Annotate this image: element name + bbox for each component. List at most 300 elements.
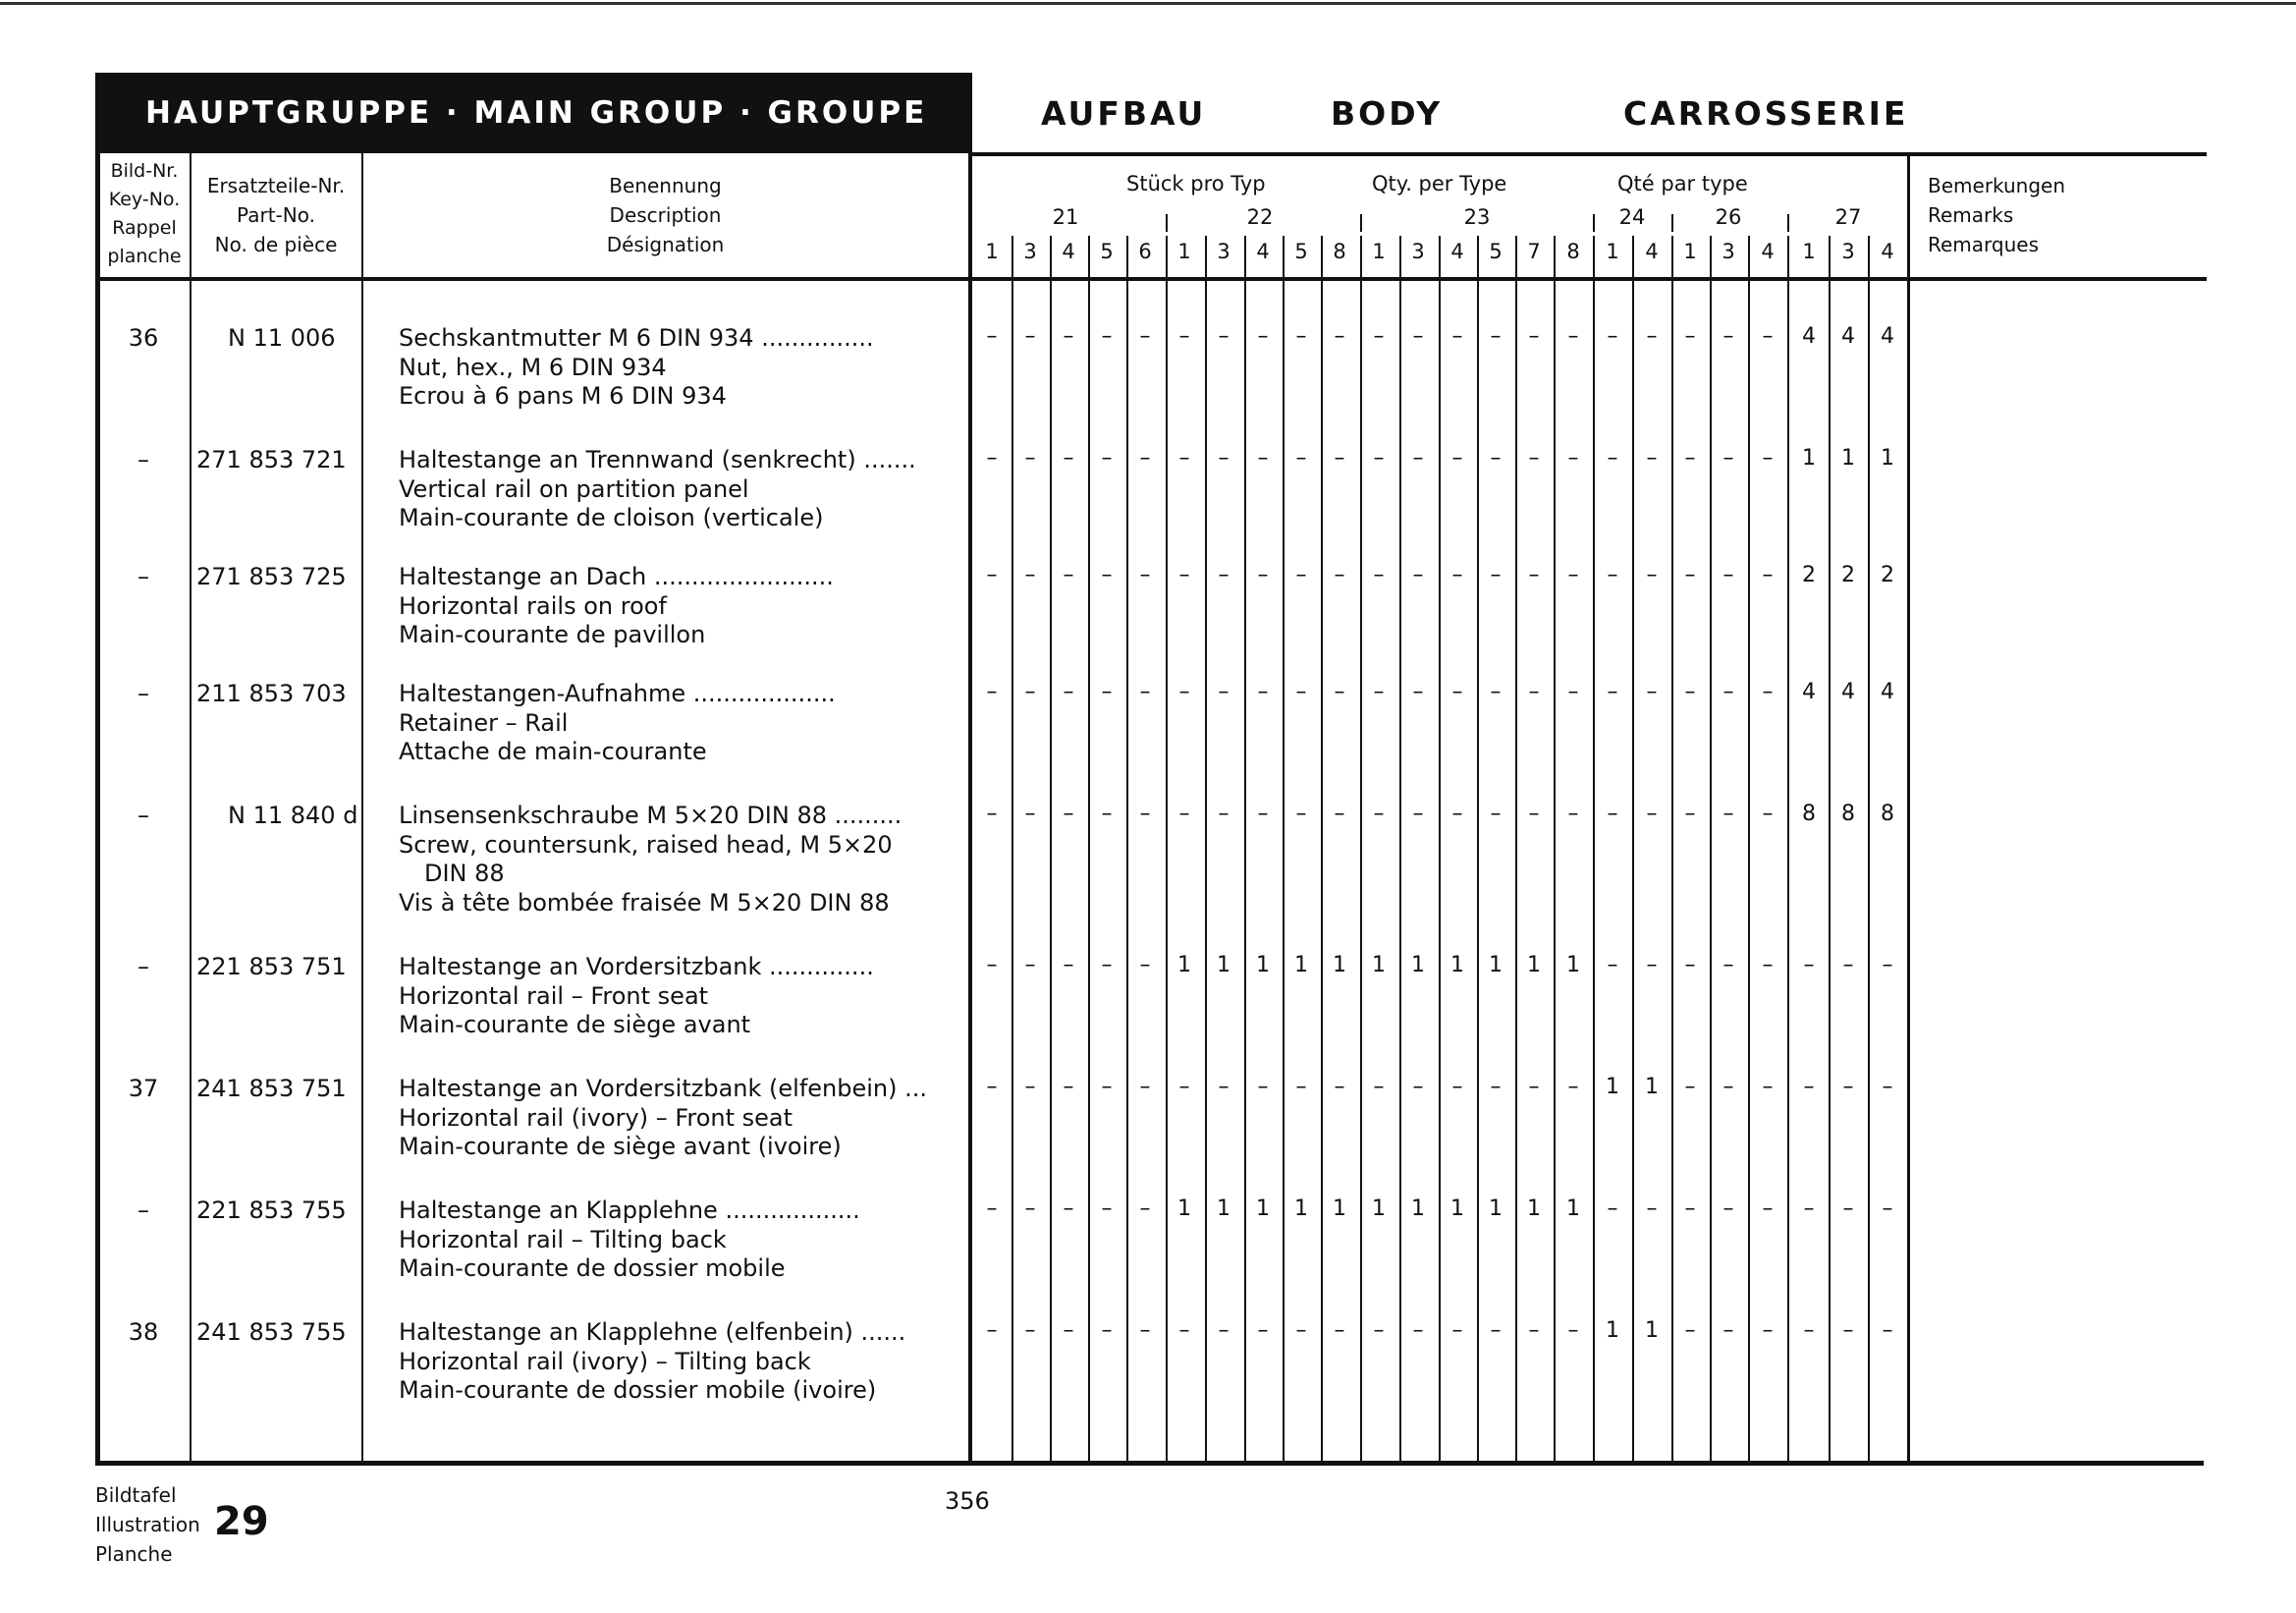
sub-type-label: 3 [1023, 240, 1037, 263]
quantity-cell: – [1024, 563, 1036, 587]
quantity-cell: – [1295, 1075, 1307, 1099]
description-line: DIN 88 [424, 860, 505, 887]
quantity-cell: – [1803, 1318, 1815, 1343]
quantity-cell: 4 [1802, 324, 1816, 349]
quantity-cell: 2 [1841, 563, 1855, 587]
sub-type-header-divider [1205, 236, 1207, 279]
description-line: Haltestange an Dach ........................ [399, 563, 834, 590]
quantity-cell: – [1218, 680, 1230, 704]
description-line: Horizontal rail (ivory) – Front seat [399, 1103, 793, 1132]
sub-type-header-divider [1088, 236, 1090, 279]
description-line: Main-courante de siège avant [399, 1011, 751, 1038]
quantity-cell: – [1373, 563, 1385, 587]
quantity-cell: – [1646, 563, 1658, 587]
type-group-tick [1787, 214, 1789, 232]
key-number: – [137, 563, 149, 590]
quantity-cell: – [986, 1318, 998, 1343]
description-line: Haltestange an Trennwand (senkrecht) ....... [399, 446, 916, 473]
quantity-cell: – [1257, 563, 1269, 587]
sub-type-header-divider [1166, 236, 1168, 279]
quantity-cell: – [1490, 1318, 1502, 1343]
sub-type-label: 7 [1527, 240, 1541, 263]
type-group-label: 26 [1715, 205, 1742, 229]
quantity-cell: 8 [1881, 802, 1894, 826]
quantity-cell: – [1024, 680, 1036, 704]
quantity-cell: – [1451, 563, 1463, 587]
type-group-tick [1166, 214, 1168, 232]
quantity-cell: – [1684, 1318, 1696, 1343]
description-line: Vis à tête bombée fraisée M 5×20 DIN 88 [399, 888, 890, 917]
quantity-cell: – [1295, 446, 1307, 471]
quantity-cell: – [1024, 1196, 1036, 1221]
quantity-cell: – [986, 563, 998, 587]
quantity-cell: – [1373, 446, 1385, 471]
quantity-cell: – [1373, 1075, 1385, 1099]
quantity-cell: – [1567, 802, 1579, 826]
sub-type-header-divider [1244, 236, 1246, 279]
description-line: Main-courante de pavillon [399, 621, 706, 648]
quantity-cell: – [1139, 1318, 1151, 1343]
quantity-cell: – [1528, 1075, 1540, 1099]
col-header-description: Benennung Description Désignation [606, 174, 725, 256]
quantity-cell: – [1567, 680, 1579, 704]
quantity-cell: – [1451, 324, 1463, 349]
quantity-cell: – [1762, 563, 1774, 587]
sub-type-label: 1 [1177, 240, 1191, 263]
sub-type-header-divider [1593, 236, 1595, 279]
sub-type-header-divider [1710, 236, 1712, 279]
quantity-cell: – [1101, 680, 1113, 704]
part-number: 271 853 721 [196, 446, 347, 473]
sub-type-label: 3 [1411, 240, 1425, 263]
quantity-cell: – [1451, 1075, 1463, 1099]
quantity-cell: – [1684, 1196, 1696, 1221]
quantity-cell: – [1257, 1075, 1269, 1099]
quantity-cell: – [1412, 446, 1424, 471]
sub-type-label: 4 [1761, 240, 1775, 263]
key-number: 36 [128, 324, 159, 352]
description-line: Ecrou à 6 pans M 6 DIN 934 [399, 382, 727, 410]
quantity-cell: – [1063, 324, 1074, 349]
quantity-cell: – [1218, 1318, 1230, 1343]
sub-type-label: 5 [1489, 240, 1503, 263]
quantity-cell: – [1024, 1075, 1036, 1099]
quantity-cell: – [986, 324, 998, 349]
quantity-cell: 1 [1450, 1196, 1464, 1221]
illustration-plate-number: 29 [214, 1499, 269, 1544]
quantity-cell: – [1024, 802, 1036, 826]
key-number: – [137, 680, 149, 707]
sub-type-header-divider [1011, 236, 1013, 279]
quantity-cell: – [1762, 680, 1774, 704]
quantity-cell: – [1334, 446, 1345, 471]
quantity-cell: – [1646, 446, 1658, 471]
quantity-cell: – [1373, 1318, 1385, 1343]
quantity-cell: 1 [1645, 1075, 1659, 1099]
table-left-border [95, 73, 100, 1466]
quantity-cell: – [1101, 324, 1113, 349]
quantity-cell: – [1412, 324, 1424, 349]
quantity-cell: 1 [1411, 1196, 1425, 1221]
description-line: Attache de main-courante [399, 738, 707, 765]
quantity-cell: – [1451, 802, 1463, 826]
quantity-cell: – [1607, 446, 1618, 471]
quantity-cell: – [1178, 563, 1190, 587]
col-header-remarks: Bemerkungen Remarks Remarques [1928, 174, 2066, 256]
part-number: 271 853 725 [196, 563, 347, 590]
quantity-cell: – [1762, 446, 1774, 471]
quantity-cell: – [1528, 563, 1540, 587]
quantity-cell: – [1684, 446, 1696, 471]
description-line: Main-courante de dossier mobile (ivoire) [399, 1376, 877, 1404]
col-header-key: Bild-Nr. Key-No. Rappel planche [107, 160, 182, 267]
footer-label-en: Illustration [95, 1513, 200, 1536]
sub-type-label: 5 [1294, 240, 1308, 263]
quantity-cell: – [1295, 563, 1307, 587]
quantity-cell: – [1139, 1196, 1151, 1221]
type-group-tick [1593, 214, 1595, 232]
quantity-cell: – [1373, 802, 1385, 826]
quantity-cell: – [1567, 1318, 1579, 1343]
quantity-cell: – [1295, 680, 1307, 704]
quantity-cell: – [1451, 680, 1463, 704]
sub-type-header-divider [1554, 236, 1556, 279]
part-number: N 11 840 d [228, 802, 358, 829]
sub-type-label: 1 [1802, 240, 1816, 263]
quantity-cell: – [1412, 563, 1424, 587]
description-line: Haltestange an Klapplehne (elfenbein) ...... [399, 1318, 906, 1346]
quantity-cell: 1 [1489, 1196, 1503, 1221]
quantity-cell: 1 [1294, 1196, 1308, 1221]
part-number: 241 853 755 [196, 1318, 347, 1346]
quantity-cell: – [1412, 802, 1424, 826]
quantity-cell: – [1762, 953, 1774, 977]
quantity-cell: – [1882, 1318, 1893, 1343]
quantity-cell: – [1722, 953, 1734, 977]
quantity-cell: – [1101, 802, 1113, 826]
quantity-cell: – [1607, 680, 1618, 704]
quantity-cell: – [1528, 446, 1540, 471]
quantity-cell: – [1257, 1318, 1269, 1343]
main-group-number: 8 [990, 91, 1016, 135]
quantity-cell: – [1722, 446, 1734, 471]
quantity-cell: – [1803, 1196, 1815, 1221]
sub-type-label: 4 [1881, 240, 1894, 263]
col-header-part: Ersatzteile-Nr. Part-No. No. de pièce [206, 174, 346, 256]
quantity-cell: 1 [1566, 1196, 1580, 1221]
quantity-cell: 1 [1841, 446, 1855, 471]
quantity-cell: 1 [1372, 953, 1386, 977]
footer-label-fr: Planche [95, 1542, 173, 1566]
quantity-cell: – [1490, 324, 1502, 349]
sub-type-label: 5 [1100, 240, 1114, 263]
col-divider-desc [968, 73, 972, 1464]
sub-type-header-divider [1671, 236, 1673, 279]
quantity-cell: 1 [1294, 953, 1308, 977]
quantity-cell: – [1762, 1318, 1774, 1343]
quantity-cell: – [1490, 680, 1502, 704]
header-underline-rule [972, 152, 2207, 156]
sub-type-label: 3 [1217, 240, 1230, 263]
type-group-tick [1671, 214, 1673, 232]
quantity-cell: 8 [1841, 802, 1855, 826]
quantity-cell: – [986, 953, 998, 977]
quantity-cell: – [1063, 953, 1074, 977]
quantity-cell: 1 [1527, 1196, 1541, 1221]
part-description [399, 1075, 927, 1162]
quantity-cell: – [1684, 563, 1696, 587]
quantity-cell: 1 [1606, 1075, 1619, 1099]
sub-type-header-divider [1399, 236, 1401, 279]
quantity-cell: – [1063, 1075, 1074, 1099]
quantity-cell: – [1063, 680, 1074, 704]
description-line: Haltestange an Klapplehne .................. [399, 1196, 860, 1224]
description-line: Main-courante de dossier mobile [399, 1254, 786, 1282]
quantity-cell: 1 [1566, 953, 1580, 977]
quantity-cell: 2 [1802, 563, 1816, 587]
description-line: Sechskantmutter M 6 DIN 934 ............... [399, 324, 874, 352]
quantity-cell: – [1178, 802, 1190, 826]
quantity-cell: – [1842, 1318, 1854, 1343]
top-scan-rule [0, 2, 2296, 5]
quantity-cell: – [1722, 1196, 1734, 1221]
key-number: 37 [128, 1075, 159, 1102]
sub-type-label: 1 [1372, 240, 1386, 263]
quantity-cell: – [1882, 1196, 1893, 1221]
part-description [399, 680, 836, 767]
description-line: Nut, hex., M 6 DIN 934 [399, 353, 667, 381]
part-description [399, 563, 834, 650]
quantity-cell: – [1451, 1318, 1463, 1343]
quantity-cell: – [1684, 1075, 1696, 1099]
sub-type-header-divider [1126, 236, 1128, 279]
part-description [399, 1196, 860, 1284]
section-title-fr: CARROSSERIE [1623, 94, 1909, 133]
sub-type-header-divider [1748, 236, 1750, 279]
description-line: Horizontal rail – Tilting back [399, 1225, 727, 1253]
quantity-cell: – [1842, 1196, 1854, 1221]
quantity-cell: – [1684, 953, 1696, 977]
quantity-cell: – [1684, 680, 1696, 704]
quantity-cell: – [1139, 1075, 1151, 1099]
part-number: 211 853 703 [196, 680, 347, 707]
quantity-cell: 2 [1881, 563, 1894, 587]
quantity-cell: – [1139, 563, 1151, 587]
sub-type-header-divider [1360, 236, 1362, 279]
quantity-cell: – [1178, 324, 1190, 349]
quantity-cell: – [1762, 802, 1774, 826]
description-line: Horizontal rails on roof [399, 591, 667, 620]
quantity-cell: – [1528, 802, 1540, 826]
type-group-label: 23 [1463, 205, 1491, 229]
quantity-cell: – [1412, 1318, 1424, 1343]
column-header-bottom-rule [95, 277, 2207, 281]
quantity-cell: – [1139, 446, 1151, 471]
quantity-cell: 4 [1881, 324, 1894, 349]
quantity-cell: – [1646, 324, 1658, 349]
quantity-cell: 1 [1333, 953, 1346, 977]
quantity-cell: – [1607, 953, 1618, 977]
quantity-cell: – [1607, 802, 1618, 826]
quantity-cell: – [1490, 1075, 1502, 1099]
qty-column-line [1787, 281, 1789, 1462]
quantity-cell: – [1063, 1318, 1074, 1343]
quantity-cell: – [1139, 680, 1151, 704]
col-header-qty-de: Stück pro Typ [1126, 172, 1266, 195]
quantity-cell: – [1646, 953, 1658, 977]
sub-type-label: 1 [985, 240, 999, 263]
quantity-cell: – [1842, 1075, 1854, 1099]
quantity-cell: – [1063, 1196, 1074, 1221]
quantity-cell: – [1684, 802, 1696, 826]
quantity-cell: – [1722, 1075, 1734, 1099]
description-line: Horizontal rail (ivory) – Tilting back [399, 1347, 811, 1375]
quantity-cell: – [1295, 324, 1307, 349]
quantity-cell: – [1607, 563, 1618, 587]
main-group-banner [95, 73, 1016, 153]
quantity-cell: – [1295, 1318, 1307, 1343]
quantity-cell: – [1218, 446, 1230, 471]
quantity-cell: – [1101, 1318, 1113, 1343]
quantity-cell: – [1334, 802, 1345, 826]
key-number: – [137, 1196, 149, 1224]
quantity-cell: – [1722, 802, 1734, 826]
sub-type-label: 3 [1841, 240, 1855, 263]
quantity-cell: 1 [1645, 1318, 1659, 1343]
col-header-qty-en: Qty. per Type [1372, 172, 1507, 195]
quantity-cell: 1 [1802, 446, 1816, 471]
quantity-cell: – [1257, 324, 1269, 349]
sub-type-label: 4 [1450, 240, 1464, 263]
quantity-cell: – [1024, 1318, 1036, 1343]
type-group-label: 27 [1834, 205, 1862, 229]
page-number: 356 [945, 1487, 990, 1515]
description-line: Main-courante de siège avant (ivoire) [399, 1133, 842, 1160]
quantity-cell: – [1139, 802, 1151, 826]
sub-type-label: 8 [1333, 240, 1346, 263]
quantity-cell: 1 [1606, 1318, 1619, 1343]
sub-type-label: 6 [1138, 240, 1152, 263]
sub-type-header-divider [1868, 236, 1870, 279]
quantity-cell: – [1063, 802, 1074, 826]
quantity-cell: – [1490, 563, 1502, 587]
quantity-cell: 1 [1489, 953, 1503, 977]
quantity-cell: – [1412, 680, 1424, 704]
sub-type-label: 4 [1645, 240, 1659, 263]
quantity-cell: – [1803, 1075, 1815, 1099]
quantity-cell: 1 [1256, 953, 1270, 977]
quantity-cell: – [986, 680, 998, 704]
quantity-cell: – [1178, 680, 1190, 704]
quantity-cell: 1 [1450, 953, 1464, 977]
quantity-cell: 8 [1802, 802, 1816, 826]
quantity-cell: – [1490, 802, 1502, 826]
quantity-cell: – [1803, 953, 1815, 977]
quantity-cell: – [1334, 680, 1345, 704]
part-description [399, 446, 916, 533]
description-line: Horizontal rail – Front seat [399, 981, 709, 1010]
quantity-cell: – [1139, 953, 1151, 977]
description-line: Main-courante de cloison (verticale) [399, 504, 824, 531]
quantity-cell: – [1646, 1196, 1658, 1221]
quantity-cell: – [1842, 953, 1854, 977]
sub-type-header-divider [1515, 236, 1517, 279]
col-divider-part [361, 153, 363, 1464]
sub-type-header-divider [1321, 236, 1323, 279]
key-number: 38 [128, 1318, 159, 1346]
quantity-cell: – [1567, 1075, 1579, 1099]
quantity-cell: – [1646, 802, 1658, 826]
description-line: Linsensenkschraube M 5×20 DIN 88 ......... [399, 802, 902, 829]
quantity-cell: – [1257, 680, 1269, 704]
quantity-cell: – [1567, 563, 1579, 587]
sub-type-label: 8 [1566, 240, 1580, 263]
quantity-cell: – [1528, 680, 1540, 704]
quantity-cell: – [986, 802, 998, 826]
sub-type-header-divider [1050, 236, 1052, 279]
quantity-cell: – [1528, 324, 1540, 349]
part-description [399, 324, 874, 412]
quantity-cell: – [1646, 680, 1658, 704]
quantity-cell: – [1257, 802, 1269, 826]
sub-type-header-divider [1477, 236, 1479, 279]
quantity-cell: 1 [1881, 446, 1894, 471]
quantity-cell: – [1528, 1318, 1540, 1343]
sub-type-label: 3 [1722, 240, 1735, 263]
quantity-cell: 4 [1841, 324, 1855, 349]
quantity-cell: – [1722, 680, 1734, 704]
key-number: – [137, 802, 149, 829]
sub-type-header-divider [1829, 236, 1831, 279]
type-group-label: 24 [1618, 205, 1646, 229]
quantity-cell: 1 [1527, 953, 1541, 977]
quantity-cell: – [1722, 324, 1734, 349]
description-line: Vertical rail on partition panel [399, 474, 749, 503]
sub-type-label: 4 [1256, 240, 1270, 263]
footer-plate-labels [95, 1480, 200, 1569]
quantity-cell: – [1024, 324, 1036, 349]
quantity-cell: – [1101, 953, 1113, 977]
quantity-cell: – [1762, 1075, 1774, 1099]
quantity-cell: – [1412, 1075, 1424, 1099]
quantity-cell: – [1139, 324, 1151, 349]
quantity-cell: – [1024, 446, 1036, 471]
quantity-cell: – [1607, 1196, 1618, 1221]
quantity-cell: – [1101, 446, 1113, 471]
table-bottom-rule [95, 1461, 2204, 1466]
quantity-cell: – [1334, 1075, 1345, 1099]
sub-type-header-divider [1283, 236, 1285, 279]
quantity-cell: – [1178, 1075, 1190, 1099]
quantity-cell: – [1334, 1318, 1345, 1343]
quantity-cell: – [1882, 953, 1893, 977]
quantity-cell: – [986, 1075, 998, 1099]
type-group-label: 22 [1246, 205, 1274, 229]
part-number: N 11 006 [228, 324, 336, 352]
sub-type-label: 4 [1062, 240, 1075, 263]
quantity-cell: – [1334, 324, 1345, 349]
type-group-label: 21 [1052, 205, 1079, 229]
quantity-cell: – [1218, 324, 1230, 349]
quantity-cell: 1 [1372, 1196, 1386, 1221]
quantity-cell: – [1334, 563, 1345, 587]
quantity-cell: – [1218, 1075, 1230, 1099]
part-description [399, 953, 874, 1040]
section-title-en: BODY [1331, 94, 1444, 133]
quantity-cell: – [1178, 446, 1190, 471]
quantity-cell: – [1567, 446, 1579, 471]
sub-type-header-divider [1632, 236, 1634, 279]
